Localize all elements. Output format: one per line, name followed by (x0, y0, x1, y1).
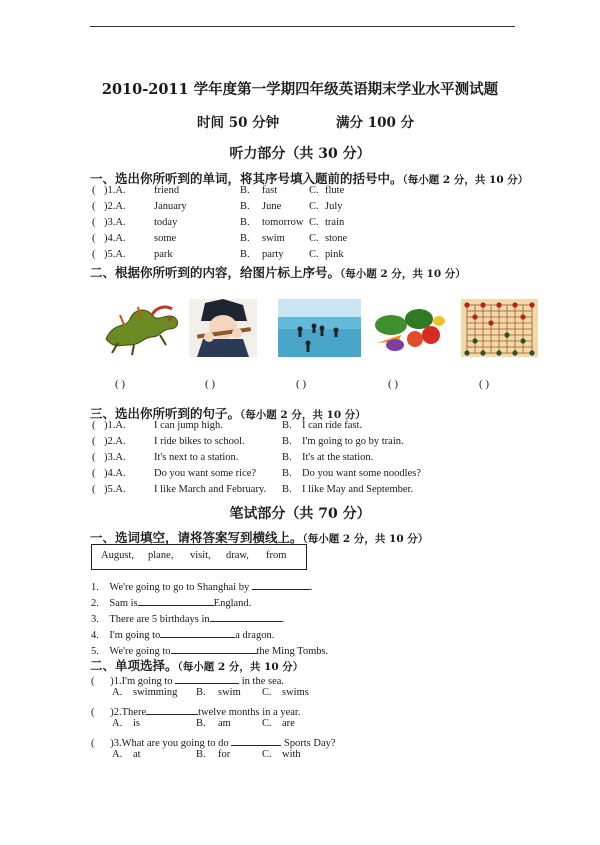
chess-board-picture (461, 299, 538, 357)
section-heading-text: 二、根据你所听到的内容，给图片标上序号。 (90, 265, 341, 280)
word-option-b[interactable]: fast (262, 185, 278, 196)
option-label: B. (282, 468, 292, 479)
listening-section-2-heading (90, 263, 466, 281)
option-c-label: C. (262, 687, 272, 698)
item-text-end: the Ming Tombs. (256, 646, 329, 657)
option-a-label: A. (112, 718, 123, 729)
word-bank-word: August, (101, 550, 134, 561)
answer-paren[interactable]: ( (92, 233, 96, 244)
fill-blank-item-1 (91, 578, 312, 593)
sentence-option-b[interactable]: Do you want some noodles? (302, 468, 421, 479)
question-text: )3.What are you going to do (110, 738, 229, 749)
sentence-choice-row (92, 436, 452, 450)
section-note: （每小题 2 分，共 10 分） (177, 661, 304, 673)
item-number: 1. (91, 582, 99, 593)
sentence-option-a[interactable]: It's next to a station. (154, 452, 239, 463)
answer-blank[interactable] (171, 642, 257, 654)
option-label: B. (240, 217, 250, 228)
section-heading-text: 一、选词填空，请将答案写到横线上。 (90, 530, 303, 545)
section-note: （每小题 2 分，共 10 分） (402, 174, 529, 186)
option-label: )3.A. (104, 217, 126, 228)
answer-paren[interactable]: ( (92, 420, 96, 431)
question-text: )2.There (110, 707, 147, 718)
option-label: )1.A. (104, 420, 126, 431)
word-option-c[interactable]: pink (325, 249, 344, 260)
vegetables-picture (369, 299, 449, 357)
answer-paren[interactable]: ( (91, 738, 95, 749)
question-text-end: Sports Day? (283, 738, 336, 749)
sentence-option-b[interactable]: I'm going to go by train. (302, 436, 404, 447)
question-blank (146, 703, 198, 715)
item-text: We're going to go to Shanghai by (109, 582, 250, 593)
option-label: )2.A. (104, 201, 126, 212)
option-label: C. (309, 201, 319, 212)
section-note: （每小题 2 分，共 10 分） (240, 409, 366, 421)
choice-question-1 (91, 672, 284, 687)
item-text-end: . (281, 614, 285, 625)
item-number: 2. (91, 598, 99, 609)
sentence-option-a[interactable]: I can jump high. (154, 420, 223, 431)
question-text-end: twelve months in a year. (198, 707, 301, 718)
option-a-label: A. (112, 749, 123, 760)
option-label: B. (282, 420, 292, 431)
sentence-choice-row (92, 468, 452, 482)
choice-options-1 (112, 687, 412, 701)
word-bank-word: from (266, 550, 287, 561)
option-a[interactable]: swimming (133, 687, 178, 698)
word-option-b[interactable]: swim (262, 233, 285, 244)
question-text: )1.I'm going to (110, 676, 173, 687)
answer-paren[interactable]: ( (91, 676, 95, 687)
word-option-c[interactable]: July (325, 201, 343, 212)
writing-part-title: 笔试部分（共 70 分） (229, 506, 371, 522)
answer-blank[interactable] (252, 578, 310, 590)
option-label: )1.A. (104, 185, 126, 196)
answer-paren[interactable]: ( (91, 707, 95, 718)
word-option-a[interactable]: some (154, 233, 177, 244)
option-b-label: B. (196, 718, 206, 729)
choice-options-2 (112, 718, 412, 732)
option-label: C. (309, 233, 319, 244)
option-label: B. (282, 484, 292, 495)
option-label: B. (240, 185, 250, 196)
word-option-a[interactable]: today (154, 217, 178, 228)
sentence-option-a[interactable]: I ride bikes to school. (154, 436, 245, 447)
option-label: C. (309, 217, 319, 228)
picture-answer-paren-2[interactable]: ( ) (205, 378, 216, 390)
section-heading-text: 二、单项选择。 (90, 658, 178, 673)
answer-paren[interactable]: ( (92, 468, 96, 479)
word-option-c[interactable]: flute (325, 185, 345, 196)
option-b[interactable]: am (218, 718, 231, 729)
choice-question-3 (91, 734, 336, 749)
option-b[interactable]: for (218, 749, 231, 760)
option-label: C. (309, 249, 319, 260)
option-a-label: A. (112, 687, 123, 698)
fill-blank-item-2 (91, 594, 251, 609)
sentence-choice-row (92, 484, 452, 498)
answer-blank[interactable] (138, 594, 214, 606)
item-text: Sam is (109, 598, 138, 609)
item-number: 4. (91, 630, 99, 641)
option-label: )5.A. (104, 249, 126, 260)
item-text: There are 5 birthdays in (109, 614, 210, 625)
option-label: B. (282, 436, 292, 447)
word-option-b[interactable]: tomorrow (262, 217, 304, 228)
picture-answer-paren-5[interactable]: ( ) (479, 378, 490, 390)
answer-paren[interactable]: ( (92, 484, 96, 495)
option-b-label: B. (196, 687, 206, 698)
answer-blank[interactable] (160, 626, 235, 638)
exam-time: 时间 50 分钟 (197, 115, 280, 131)
sentence-option-a[interactable]: Do you want some rice? (154, 468, 257, 479)
option-label: )2.A. (104, 436, 126, 447)
flute-player-picture (189, 299, 257, 357)
fill-blank-item-4 (91, 626, 274, 641)
swimmers-picture (278, 299, 361, 357)
word-choice-row (92, 201, 392, 215)
exam-score: 满分 100 分 (336, 115, 415, 131)
item-number: 3. (91, 614, 99, 625)
answer-paren[interactable]: ( (92, 185, 96, 196)
answer-paren[interactable]: ( (92, 249, 96, 260)
word-option-c[interactable]: train (325, 217, 345, 228)
word-choice-row (92, 217, 392, 231)
option-label: )3.A. (104, 452, 126, 463)
section-heading-text: 三、选出你所听到的句子。 (90, 406, 241, 421)
word-option-a[interactable]: friend (154, 185, 180, 196)
fill-blank-item-3 (91, 610, 284, 625)
word-bank-word: visit, (190, 550, 211, 561)
sentence-choice-row (92, 420, 452, 434)
section-note: （每小题 2 分，共 10 分） (340, 268, 466, 280)
answer-paren[interactable]: ( (92, 201, 96, 212)
question-blank (175, 672, 239, 684)
sentence-option-a[interactable]: I like March and February. (154, 484, 267, 495)
answer-paren[interactable]: ( (92, 452, 96, 463)
picture-answer-paren-3[interactable]: ( ) (296, 378, 307, 390)
option-label: )5.A. (104, 484, 126, 495)
sentence-option-b[interactable]: It's at the station. (302, 452, 374, 463)
answer-paren[interactable]: ( (92, 436, 96, 447)
word-option-a[interactable]: park (154, 249, 173, 260)
option-b[interactable]: swim (218, 687, 241, 698)
option-label: )4.A. (104, 233, 126, 244)
question-blank (231, 734, 281, 746)
option-b-label: B. (196, 749, 206, 760)
option-label: B. (240, 233, 250, 244)
listening-part-title: 听力部分（共 30 分） (229, 146, 371, 162)
option-label: )4.A. (104, 468, 126, 479)
question-text-end: in the sea. (241, 676, 285, 687)
option-c[interactable]: are (282, 718, 295, 729)
option-c-label: C. (262, 749, 272, 760)
item-text: We're going to (109, 646, 171, 657)
word-choice-row (92, 233, 392, 247)
fill-blank-item-5 (91, 642, 328, 657)
picture-answer-paren-4[interactable]: ( ) (388, 378, 399, 390)
option-label: B. (240, 201, 250, 212)
option-label: B. (240, 249, 250, 260)
top-rule (90, 26, 515, 27)
item-text-end: England. (213, 598, 252, 609)
sentence-option-b[interactable]: I can ride fast. (302, 420, 363, 431)
answer-paren[interactable]: ( (92, 217, 96, 228)
word-bank-word: plane, (148, 550, 174, 561)
option-c[interactable]: swims (282, 687, 309, 698)
word-choice-row (92, 249, 392, 263)
option-a[interactable]: at (133, 749, 141, 760)
word-choice-row (92, 185, 392, 199)
sentence-option-b[interactable]: I like May and September. (302, 484, 414, 495)
choice-question-2 (91, 703, 300, 718)
word-bank-word: draw, (226, 550, 249, 561)
option-label: B. (282, 452, 292, 463)
item-text: I'm going to (109, 630, 161, 641)
option-c[interactable]: with (282, 749, 301, 760)
option-label: C. (309, 185, 319, 196)
word-option-c[interactable]: stone (325, 233, 348, 244)
answer-blank[interactable] (210, 610, 282, 622)
item-text-end: . (309, 582, 313, 593)
word-bank-box (91, 544, 307, 570)
word-option-a[interactable]: January (154, 201, 187, 212)
word-option-b[interactable]: June (262, 201, 282, 212)
item-text-end: a dragon. (235, 630, 275, 641)
sentence-choice-row (92, 452, 452, 466)
exam-title: 2010-2011 学年度第一学期四年级英语期末学业水平测试题 (101, 81, 499, 98)
picture-answer-paren-1[interactable]: ( ) (115, 378, 126, 390)
choice-options-3 (112, 749, 412, 763)
word-option-b[interactable]: party (262, 249, 284, 260)
option-a[interactable]: is (133, 718, 141, 729)
dragon-picture (100, 299, 188, 357)
section-note: （每小题 2 分，共 10 分） (302, 533, 429, 545)
item-number: 5. (91, 646, 99, 657)
option-c-label: C. (262, 718, 272, 729)
section-heading-text: 一、选出你所听到的单词，将其序号填入题前的括号中。 (90, 171, 403, 186)
